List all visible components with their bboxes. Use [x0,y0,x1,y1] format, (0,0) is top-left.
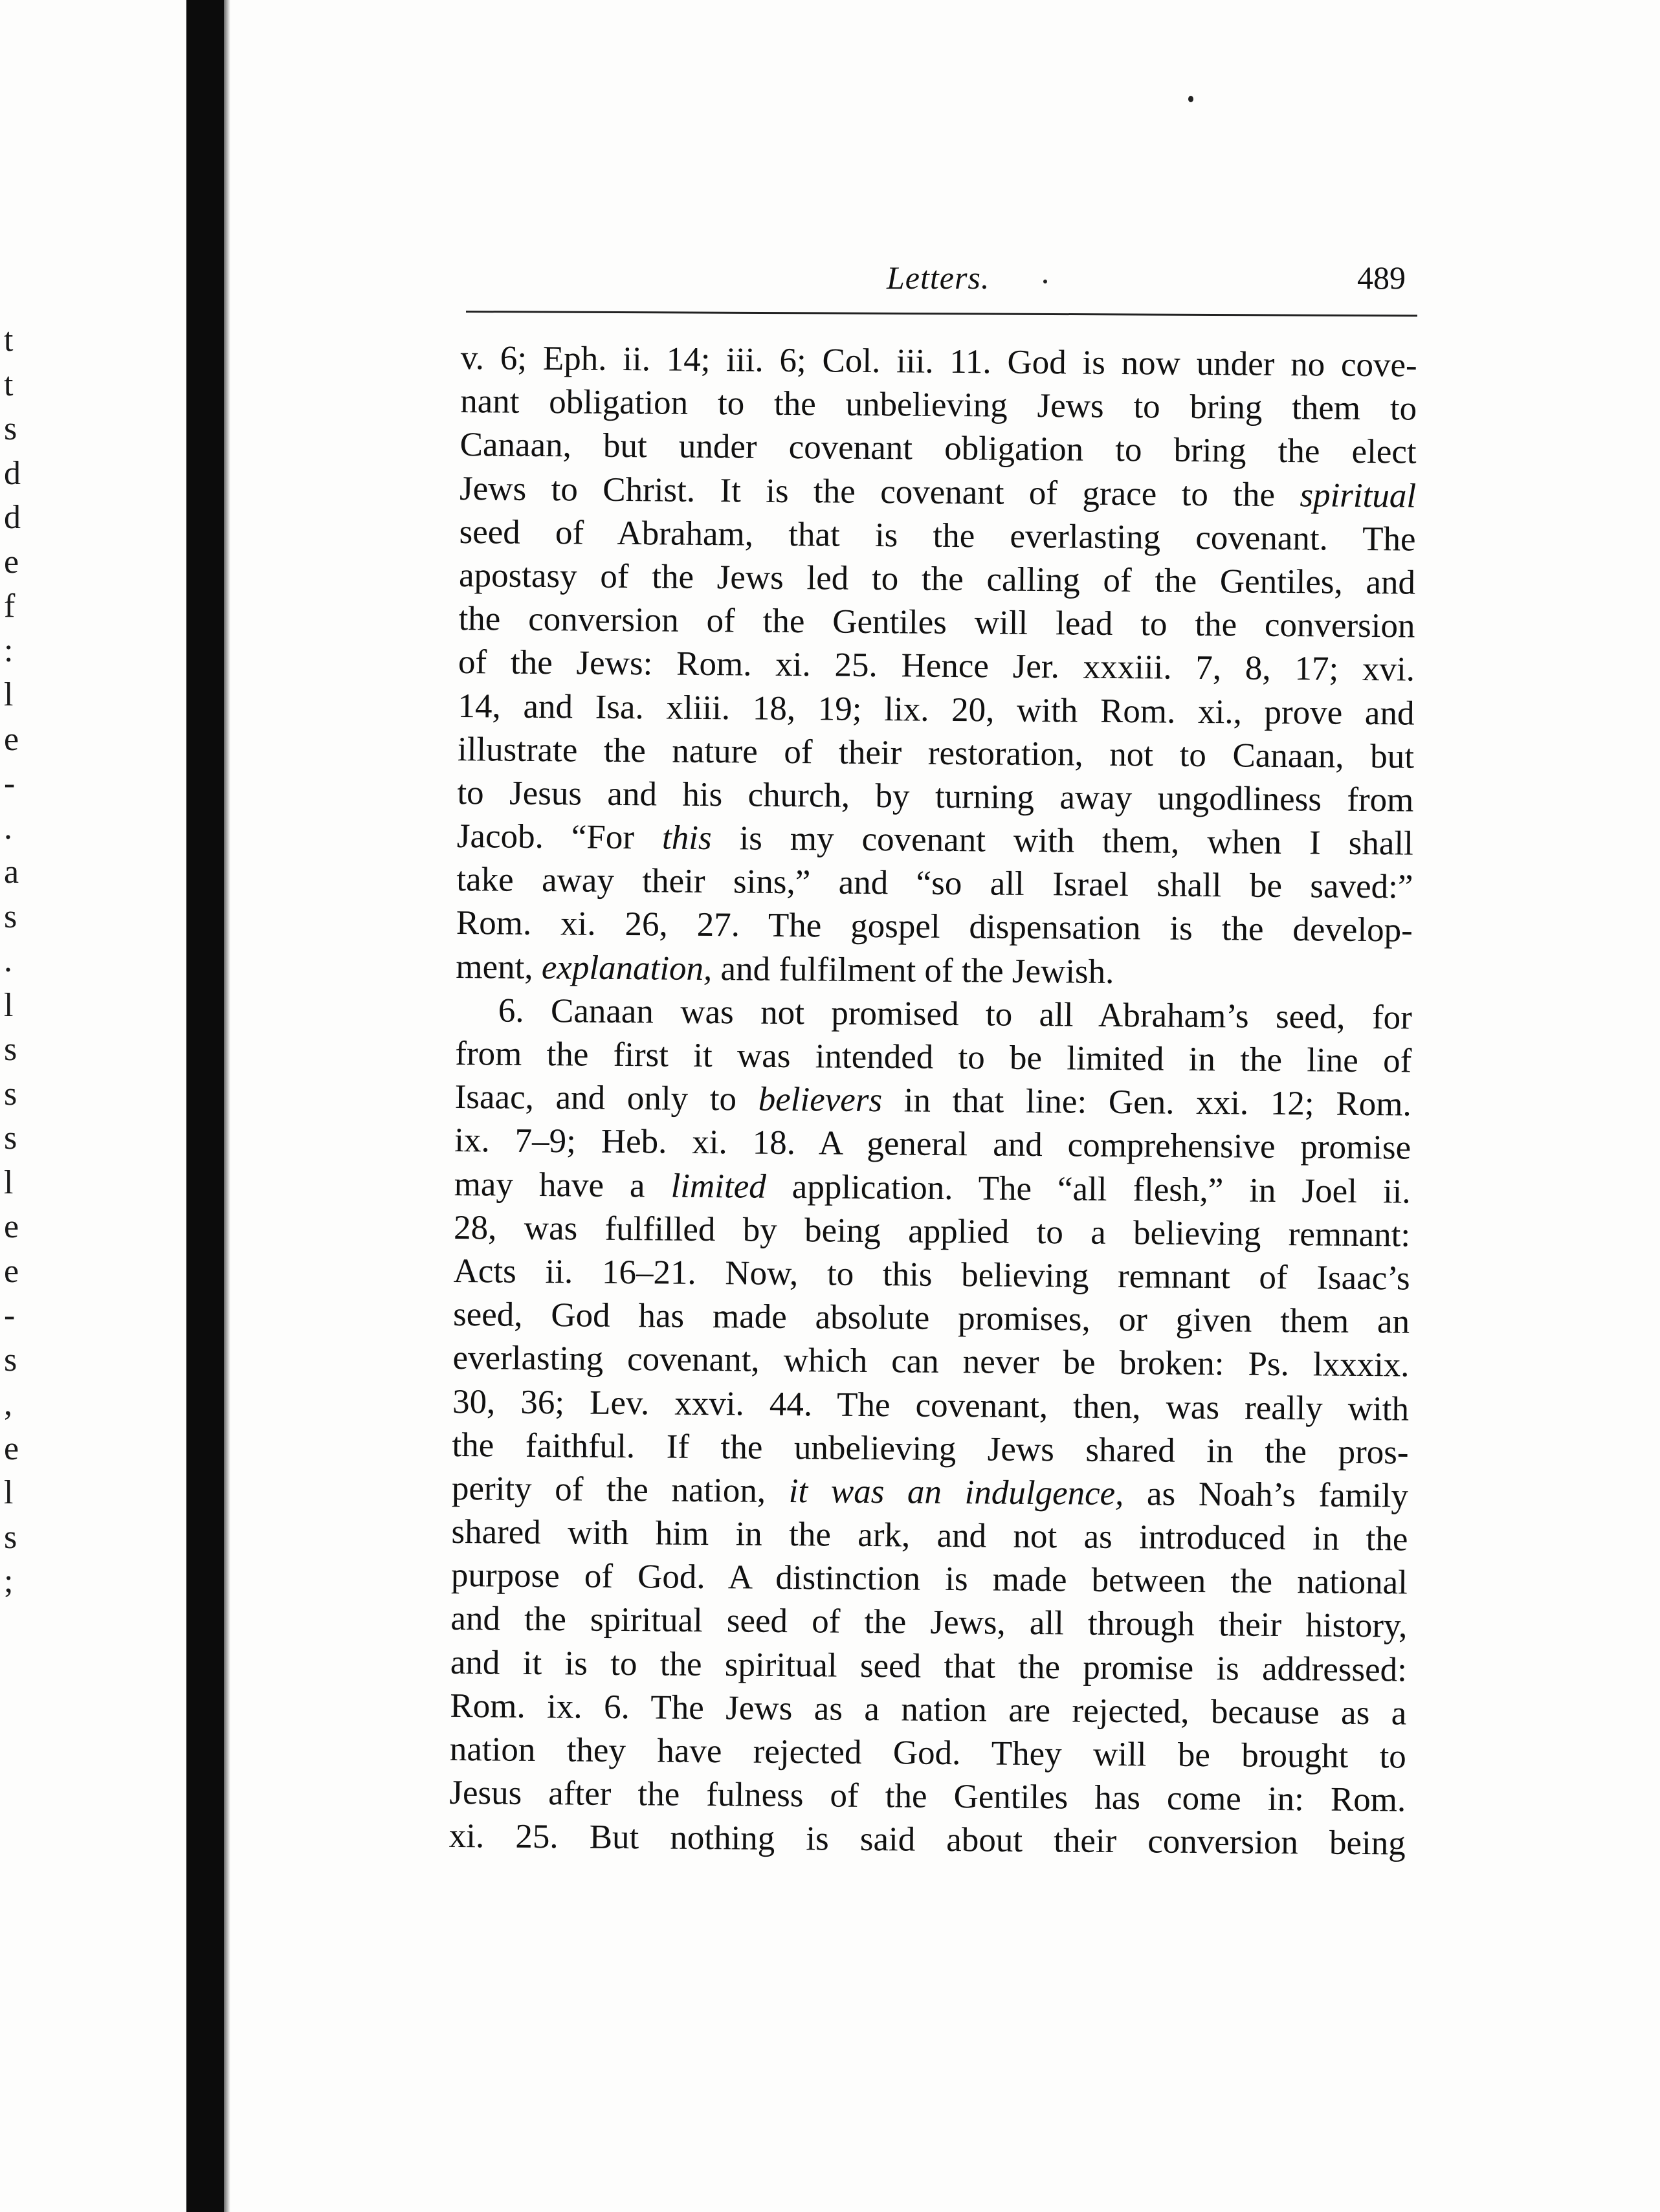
text-line: everlasting covenant, which can never be broken: Ps. lxxxix. [452,1339,1410,1384]
left-remnant-glyph: l [4,676,14,713]
left-remnant-glyph: . [4,942,12,979]
text-line: from the first it was intended to be limited in the line of [455,1034,1412,1080]
text-line: apostasy of the Jews led to the calling of the Gentiles, and [458,556,1416,602]
left-remnant-glyph: , [4,1386,12,1422]
text-span: Jews to Christ. It is the covenant of grace to the [459,469,1300,514]
italic-text: limited [670,1167,767,1206]
italic-text: believers [758,1080,883,1120]
left-remnant-glyph: e [4,1208,19,1245]
text-line: purpose of God. A distinction is made between the national [450,1556,1408,1602]
left-remnant-glyph: f [4,588,16,625]
text-span: Jacob. “For [456,817,663,857]
text-line: Rom. ix. 6. The Jews as a nation are rejected, because as a [450,1687,1407,1732]
text-line [455,1076,1411,1127]
text-span: application. The “all flesh,” in Joel ii. [766,1167,1411,1211]
text-line: Rom. xi. 26, 27. The gospel dispensation is the develop- [456,904,1413,950]
left-remnant-glyph: l [4,1474,14,1511]
left-remnant-glyph: d [4,454,21,492]
text-line: 6. Canaan was not promised to all Abraham’s seed, for [498,991,1413,1037]
left-remnant-glyph: e [4,1252,19,1290]
scan-speck [1043,280,1047,283]
text-span: ment, [456,947,542,986]
text-line: Jesus after the fulness of the Gentiles has come in: Rom. [449,1774,1406,1819]
text-line: shared with him in the ark, and not as introduced in the [451,1513,1408,1558]
text-line [459,467,1416,518]
text-line: Acts ii. 16–21. Now, to this believing remnant of Isaac’s [453,1252,1410,1298]
left-remnant-glyph: . [4,809,12,846]
left-remnant-glyph: - [4,765,16,802]
text-line: 28, was fulfilled by being applied to a believing remnant: [453,1208,1411,1254]
text-line: v. 6; Eph. ii. 14; iii. 6; Col. iii. 11. God is now under no cove- [460,338,1417,384]
left-remnant-glyph: e [4,1430,19,1467]
left-remnant-glyph: s [4,1341,17,1378]
text-span: perity of the nation, [451,1469,790,1510]
left-remnant-glyph: l [4,1164,14,1201]
text-span: Isaac, and only to [454,1078,759,1118]
left-remnant-glyph: l [4,986,14,1024]
left-remnant-glyph: : [4,632,14,669]
body-text [449,337,1417,1866]
text-line: nation they have rejected God. They will be brought to [449,1730,1407,1776]
text-line: take away their sins,” and “so all Israel shall be saved:” [456,861,1413,906]
left-remnant-glyph: ; [4,1563,14,1600]
italic-text: this [661,819,712,857]
page-gutter [186,0,224,2212]
left-remnant-glyph: s [4,410,17,447]
text-line [454,1163,1410,1214]
text-line: ix. 7–9; Heb. xi. 18. A general and comprehensive promise [454,1122,1411,1167]
text-line: the faithful. If the unbelieving Jews shared in the pros- [452,1426,1409,1472]
left-remnant-glyph: t [4,366,14,403]
italic-text: explanation, [541,948,713,988]
text-span: as Noah’s family [1123,1474,1409,1515]
left-remnant-glyph: s [4,898,17,935]
text-line: and the spiritual seed of the Jews, all through their history, [450,1600,1408,1645]
left-remnant-glyph: s [4,1075,17,1112]
text-span: is my covenant with them, when I shall [711,819,1414,863]
text-line: seed, God has made absolute promises, or given them an [452,1296,1410,1341]
text-line: of the Jews: Rom. xi. 25. Hence Jer. xxxiii. 7, 8, 17; xvi. [458,643,1415,689]
left-remnant-glyph: s [4,1518,17,1556]
left-remnant-glyph: s [4,1031,17,1068]
text-span: may have a [454,1165,671,1205]
text-line: xi. 25. But nothing is said about their conversion being [448,1817,1406,1863]
gutter-shadow [224,0,230,2212]
left-remnant-glyph: s [4,1120,17,1156]
text-span: and fulfilment of the Jewish. [712,949,1114,991]
left-remnant-glyph: - [4,1297,16,1334]
italic-text: it was an indulgence, [788,1472,1124,1512]
running-head: Letters. [887,260,990,296]
left-remnant-glyph: d [4,499,21,536]
text-line: and it is to the spiritual seed that the promise is addressed: [450,1643,1408,1689]
text-line: Canaan, but under covenant obligation to bring the elect [459,426,1417,471]
text-line [457,815,1413,866]
text-line: to Jesus and his church, by turning away ungodliness from [457,773,1414,819]
text-line: seed of Abraham, that is the everlasting covenant. The [459,513,1416,559]
text-line: illustrate the nature of their restoration, not to Canaan, but [457,730,1415,776]
text-line: 14, and Isa. xliii. 18, 19; lix. 20, with Rom. xi., prove and [458,687,1415,733]
text-line [456,946,1412,997]
text-line: the conversion of the Gentiles will lead to the conversion [458,600,1415,645]
text-span: in that line: Gen. xxi. 12; Rom. [881,1081,1411,1123]
text-line: 30, 36; Lev. xxvi. 44. The covenant, then, was really with [452,1382,1410,1428]
left-remnant-glyph: a [4,854,19,890]
text-line [452,1467,1408,1518]
page-number: 489 [1357,260,1406,296]
italic-text: spiritual [1300,476,1417,515]
left-remnant-glyph: e [4,720,19,758]
left-remnant-glyph: e [4,543,19,581]
left-remnant-glyph: t [4,322,14,359]
scan-speck [1188,96,1193,102]
text-line: nant obligation to the unbelieving Jews to bring them to [459,382,1417,428]
